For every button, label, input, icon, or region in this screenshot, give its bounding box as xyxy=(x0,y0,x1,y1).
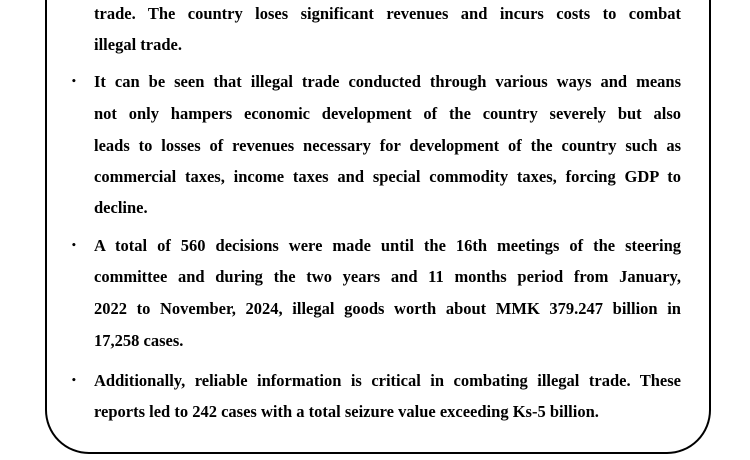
bullet-item-line: Additionally, reliable information is critical in combating illegal trade. These xyxy=(94,371,681,390)
bullet-item-line: A total of 560 decisions were made until the 16th meetings of the steering xyxy=(94,236,681,255)
bullet-item-line: 17,258 cases. xyxy=(94,331,184,350)
bullet-item-line: It can be seen that illegal trade conducted through various ways and means xyxy=(94,72,681,91)
bullet-item-line: reports led to 242 cases with a total seizure value exceeding Ks-5 billion. xyxy=(94,402,599,421)
bullet-item-line: committee and during the two years and 11 months period from January, xyxy=(94,267,681,286)
bullet-item-line: leads to losses of revenues necessary for development of the country such as xyxy=(94,136,681,155)
bullet-dot-icon: • xyxy=(71,77,77,87)
bullet-item-line: decline. xyxy=(94,198,148,217)
bullet-item-line: 2022 to November, 2024, illegal goods worth about MMK 379.247 billion in xyxy=(94,299,681,318)
bullet-dot-icon: • xyxy=(71,241,77,251)
paragraph-line: trade. The country loses significant revenues and incurs costs to combat xyxy=(94,4,681,23)
bullet-dot-icon: • xyxy=(71,376,77,386)
bullet-item-line: commercial taxes, income taxes and special commodity taxes, forcing GDP to xyxy=(94,167,681,186)
paragraph-line: illegal trade. xyxy=(94,35,182,54)
bullet-item-line: not only hampers economic development of the country severely but also xyxy=(94,104,681,123)
